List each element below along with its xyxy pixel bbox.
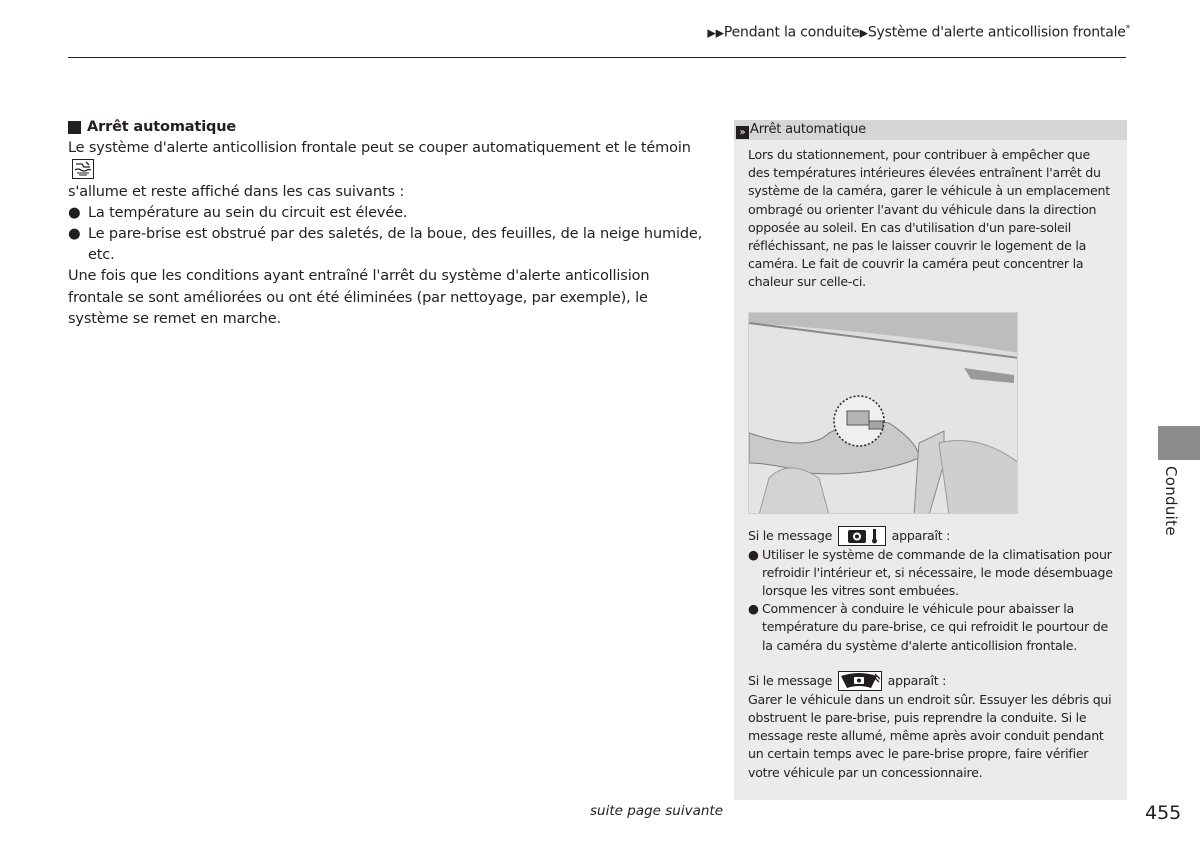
arrow-icon: ▶ [859,26,868,40]
list-item [748,546,1113,601]
square-bullet-icon [68,121,81,134]
side-note-title [734,120,1127,140]
list-item-text: Commencer à conduire le véhicule pour abaisser la température du pare-brise, ce qui refroidit le pourtour de la caméra du système d'alerte anticollision frontale. [762,601,1108,653]
intro-text: Le système d'alerte anticollision frontale peut se couper automatiquement et le témoin [68,140,691,157]
breadcrumb-topic: Système d'alerte anticollision frontale [867,24,1126,41]
list-item-text: Le pare-brise est obstrué par des saletés, de la boue, des feuilles, de la neige humide, etc. [88,226,703,264]
list-item [748,600,1113,655]
message-1-before: Si le message [748,527,833,543]
bullet-dot-icon: ● [68,226,81,243]
chapter-tab [1158,426,1200,460]
windshield-obstructed-message-icon [838,671,882,691]
arrow-icon: ▶▶ [707,26,724,40]
message-1-after: apparaît : [891,527,951,543]
list-item [68,224,708,266]
message-2-after: apparaît : [887,672,947,688]
side-note-body [734,140,1127,782]
camera-temperature-message-icon [838,526,886,546]
side-paragraph: Garer le véhicule dans un endroit sûr. Essuyer les débris qui obstruent le pare-brise, puis reprendre la conduite. Si le message reste allumé, même après avoir conduit pendant un certain temps avec le pare-brise propre, faire vérifier votre véhicule par un concessionnaire. [748,691,1112,780]
continued-note: suite page suivante [590,803,723,819]
breadcrumb-section: Pendant la conduite [723,24,860,41]
bullet-dot-icon: ● [68,204,81,221]
side-paragraph: Lors du stationnement, pour contribuer à empêcher que des températures intérieures élevées entraînent l'arrêt du système de la caméra, garer le véhicule à un emplacement ombragé ou orienter l'avant du véhicule dans la direction opposée au soleil. En cas d'utilisation d'un pare-soleil réfléchissant, ne pas le laisser couvrir le logement de la caméra. Le fait de couvrir la caméra peut concentrer la chaleur sur celle-ci. [748,147,1110,290]
chapter-tab-label: Conduite [1162,466,1180,536]
header-divider [68,57,1126,58]
intro-paragraph [68,138,708,203]
side-note-title-text: Arrêt automatique [750,122,866,137]
fcw-indicator-icon [72,159,94,179]
message-2-before: Si le message [748,672,833,688]
reference-mark-icon: » [736,126,749,139]
breadcrumb [0,24,1130,41]
list-item [68,203,708,224]
page-number: 455 [1145,802,1182,824]
bullet-dot-icon: ● [748,601,759,617]
footnote-asterisk: * [1125,24,1130,34]
main-column [68,117,708,330]
list-item-text: Utiliser le système de commande de la climatisation pour refroidir l'intérieur et, si nécessaire, le mode désembuage lorsque les vitres sont embuées. [762,546,1113,599]
message-1-intro [748,526,1113,546]
message-2-intro [748,671,1113,691]
list-item-text: La température au sein du circuit est élevée. [88,204,408,221]
intro-text-continued: s'allume et reste affiché dans les cas suivants : [68,183,405,200]
closing-paragraph: Une fois que les conditions ayant entraîné l'arrêt du système d'alerte anticollision frontale se sont améliorées ou ont été éliminées (par nettoyage, par exemple), le système se remet en marche. [68,268,650,327]
camera-housing-illustration [748,312,1018,514]
section-heading [68,117,708,138]
bullet-dot-icon: ● [748,546,759,562]
section-heading-text: Arrêt automatique [87,119,237,135]
side-note-panel [734,120,1127,800]
